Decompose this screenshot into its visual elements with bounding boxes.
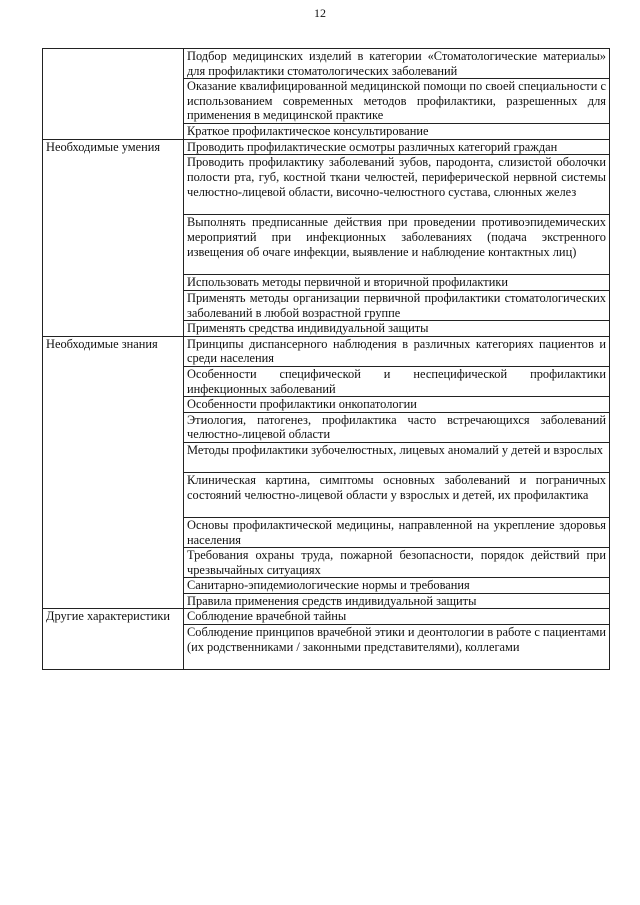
list-item: Применять методы организации первичной профилактики стоматологических заболеваний в любой возрастной группе [184,290,610,320]
list-item: Особенности профилактики онкопатологии [184,397,610,413]
list-item: Принципы диспансерного наблюдения в различных категориях пациентов и среди населения [184,336,610,366]
list-item: Санитарно-эпидемиологические нормы и требования [184,578,610,594]
requirements-table [42,48,610,670]
page-number: 12 [314,6,326,20]
list-item: Выполнять предписанные действия при проведении противоэпидемических мероприятий при инфекционных заболеваниях (подача экстренного извещения об очаге инфекции, выявление и наблюдение контактных лиц) [184,215,610,275]
list-item: Требования охраны труда, пожарной безопасности, порядок действий при чрезвычайных ситуациях [184,548,610,578]
list-item: Применять средства индивидуальной защиты [184,321,610,337]
list-item: Соблюдение принципов врачебной этики и деонтологии в работе с пациентами (их родственниками / законными представителями), коллегами [184,625,610,670]
table-row [43,609,610,625]
list-item: Проводить профилактические осмотры различных категорий граждан [184,139,610,155]
list-item: Соблюдение врачебной тайны [184,609,610,625]
knowledge-label: Необходимые знания [43,336,184,609]
list-item: Проводить профилактику заболеваний зубов, пародонта, слизистой оболочки полости рта, губ, костной ткани челюстей, периферической нервной системы челюстно-лицевой области, височно-челюстного сустава, слюнных желез [184,155,610,215]
list-item: Подбор медицинских изделий в категории «Стоматологические материалы» для профилактики стоматологических заболеваний [184,49,610,79]
other-label: Другие характеристики [43,609,184,670]
list-item: Использовать методы первичной и вторичной профилактики [184,275,610,291]
table-row [43,139,610,155]
list-item: Правила применения средств индивидуальной защиты [184,593,610,609]
table-row [43,49,610,79]
list-item: Оказание квалифицированной медицинской помощи по своей специальности с использованием современных методов профилактики, разрешенных для применения в медицинской практике [184,79,610,124]
skills-label: Необходимые умения [43,139,184,336]
list-item: Краткое профилактическое консультирование [184,124,610,140]
list-item: Этиология, патогенез, профилактика часто встречающихся заболеваний челюстно-лицевой области [184,412,610,442]
list-item: Клиническая картина, симптомы основных заболеваний и пограничных состояний челюстно-лицевой области у взрослых и детей, их профилактика [184,472,610,517]
list-item: Методы профилактики зубочелюстных, лицевых аномалий у детей и взрослых [184,442,610,472]
table-row [43,336,610,366]
empty-label-cell [43,49,184,140]
list-item: Особенности специфической и неспецифической профилактики инфекционных заболеваний [184,366,610,396]
list-item: Основы профилактической медицины, направленной на укрепление здоровья населения [184,517,610,547]
